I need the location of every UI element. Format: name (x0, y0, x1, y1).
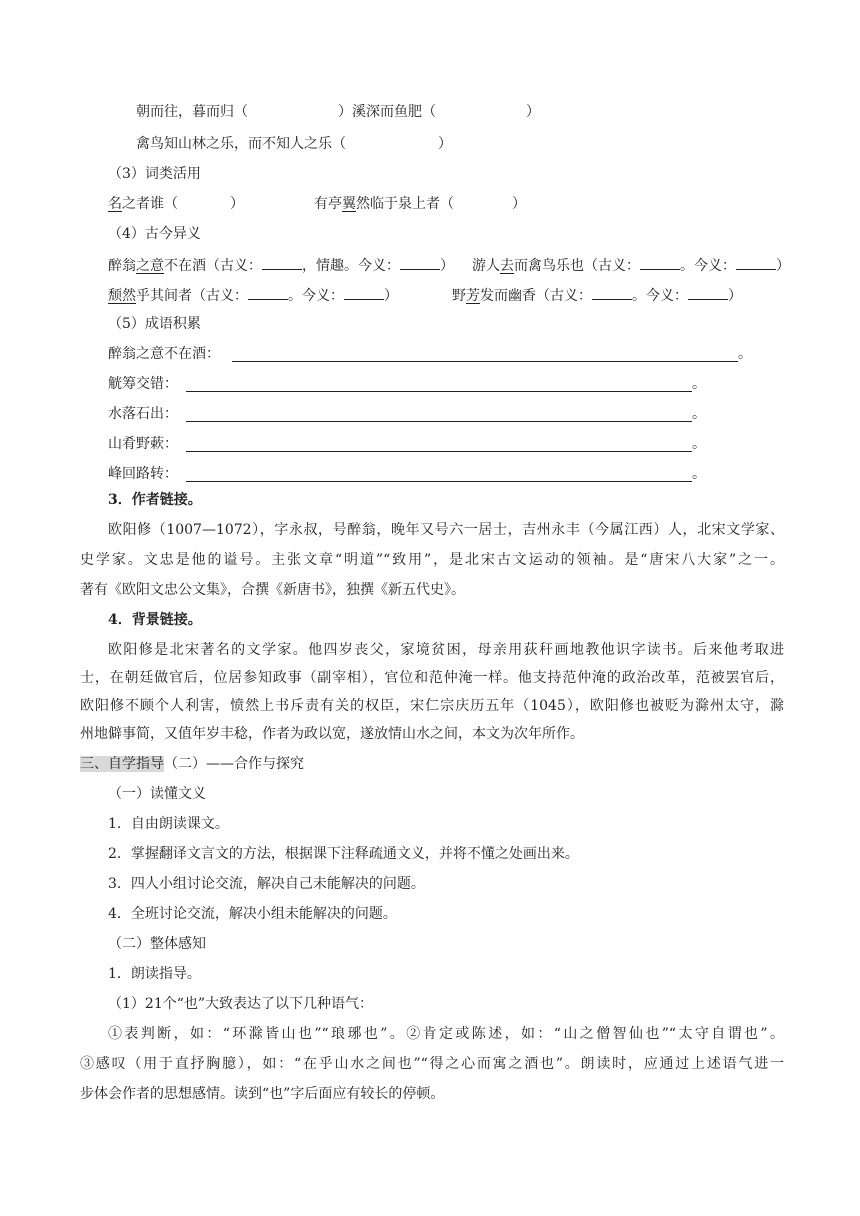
period: 。 (738, 346, 752, 362)
underlined-word: 之意 (136, 258, 164, 274)
underlined-word: 翼 (342, 196, 356, 212)
text: 禽鸟知山林之乐，而不知人之乐（ (136, 136, 346, 152)
idiom-label: 山肴野蔌： (108, 436, 178, 452)
line-tui-ran (108, 284, 398, 306)
text: 。今义： (632, 288, 688, 304)
line-ming-zhi-zhe (108, 194, 244, 214)
text: ）溪深而鱼肥（ (338, 104, 436, 120)
text: 不在酒（古义： (164, 258, 262, 274)
idiom-label: 觥筹交错： (108, 376, 178, 392)
reading-guide: 1．朗读指导。 (108, 966, 201, 982)
period: 。 (692, 406, 706, 422)
idiom-label: 水落石出： (108, 406, 178, 422)
answer-blank[interactable] (592, 284, 632, 300)
section3-title (80, 754, 304, 774)
paragraph-line: ③感叹（用于直抒胸臆），如：“在乎山水之间也”“得之心而寓之酒也”。朗读时，应通过上述语气进一 (80, 1056, 784, 1072)
idiom-answer-line[interactable] (186, 450, 692, 452)
heading-idioms: （5）成语积累 (108, 316, 201, 332)
heading-background: 4．背景链接。 (108, 612, 202, 628)
underlined-word: 去 (500, 258, 514, 274)
paragraph-line: ①表判断，如：“环滁皆山也”“琅琊也”。②肯定或陈述，如：“山之僧智仙也”“太守自谓也”。 (108, 1026, 784, 1042)
period: 。 (692, 376, 706, 392)
point-ye: （1）21个“也”大致表达了以下几种语气： (108, 996, 374, 1012)
subheading-read: （一）读懂文义 (108, 786, 206, 802)
author-paragraph-line: 史学家。文忠是他的谥号。主张文章“明道”“致用”，是北宋古文运动的领袖。是“唐宋八大家”之一。 (80, 552, 784, 568)
heading-ancient-modern: （4）古今异义 (108, 226, 201, 242)
answer-blank[interactable] (640, 254, 680, 270)
text: 游人 (472, 258, 500, 274)
text: 之者谁（ (122, 196, 178, 212)
title-rest: （二）——合作与探究 (164, 756, 304, 772)
answer-blank[interactable] (688, 284, 728, 300)
text: ，情趣。今义： (302, 258, 400, 274)
text: 发而幽香（古义： (480, 288, 592, 304)
highlighted-title: 三、自学指导 (80, 756, 164, 772)
text: 醉翁 (108, 258, 136, 274)
text: ） (440, 258, 454, 274)
idiom-label: 峰回路转： (108, 466, 178, 482)
step-item: 4．全班讨论交流，解决小组未能解决的问题。 (108, 906, 397, 922)
text: 有亭 (314, 196, 342, 212)
author-paragraph-line: 欧阳修（1007—1072），字永叔，号醉翁，晚年又号六一居士，吉州永丰（今属江西）人，北宋文学家、 (108, 522, 784, 538)
answer-blank[interactable] (344, 284, 384, 300)
line-zui-weng (108, 254, 454, 276)
answer-blank[interactable] (248, 284, 288, 300)
text: 然临于泉上者（ (356, 196, 454, 212)
subheading-overall: （二）整体感知 (108, 936, 206, 952)
step-item: 3．四人小组讨论交流，解决自己未能解决的问题。 (108, 876, 425, 892)
line-qin-niao (136, 134, 452, 154)
period: 。 (692, 466, 706, 482)
line-you-ren-qu (472, 254, 790, 276)
text: 而禽鸟乐也（古义： (514, 258, 640, 274)
line-you-ting-yi-ran (314, 194, 526, 214)
text: ） (776, 258, 790, 274)
step-item: 1．自由朗读课文。 (108, 816, 229, 832)
period: 。 (692, 436, 706, 452)
text: ） (512, 196, 526, 212)
background-paragraph-line: 州地僻事简，又值年岁丰稔，作者为政以宽，遂放情山水之间，本文为次年所作。 (80, 726, 584, 742)
idiom-answer-line[interactable] (232, 360, 738, 362)
background-paragraph-line: 欧阳修是北宋著名的文学家。他四岁丧父，家境贫困，母亲用荻秆画地教他识字读书。后来他考取进 (108, 642, 784, 658)
underlined-word: 颓然 (108, 288, 136, 304)
text: 乎其间者（古义： (136, 288, 248, 304)
text: ） (438, 136, 452, 152)
answer-blank[interactable] (262, 254, 302, 270)
heading-author: 3．作者链接。 (108, 492, 202, 508)
idiom-answer-line[interactable] (186, 390, 692, 392)
idiom-answer-line[interactable] (186, 480, 692, 482)
author-paragraph-line: 著有《欧阳文忠公文集》，合撰《新唐书》，独撰《新五代史》。 (80, 582, 465, 598)
answer-blank[interactable] (736, 254, 776, 270)
paragraph-line: 步体会作者的思想感情。读到“也”字后面应有较长的停顿。 (80, 1086, 445, 1102)
line-zhao-er-wang (136, 102, 540, 122)
text: ） (526, 104, 540, 120)
heading-word-class: （3）词类活用 (108, 166, 201, 182)
step-item: 2．掌握翻译文言文的方法，根据课下注释疏通文义，并将不懂之处画出来。 (108, 846, 579, 862)
answer-blank[interactable] (400, 254, 440, 270)
text: 。今义： (680, 258, 736, 274)
idiom-label: 醉翁之意不在酒： (108, 346, 220, 362)
underlined-word: 名 (108, 196, 122, 212)
text: 野 (452, 288, 466, 304)
text: 。今义： (288, 288, 344, 304)
text: ） (384, 288, 398, 304)
line-ye-fang (452, 284, 742, 306)
underlined-word: 芳 (466, 288, 480, 304)
background-paragraph-line: 欧阳修不顾个人利害，愤然上书斥责有关的权臣，宋仁宗庆历五年（1045），欧阳修也被贬为滁州太守，滁 (80, 698, 784, 714)
text: ） (728, 288, 742, 304)
background-paragraph-line: 士，在朝廷做官后，位居参知政事（副宰相），官位和范仲淹一样。他支持范仲淹的政治改革，范被罢官后， (80, 670, 784, 686)
idiom-answer-line[interactable] (186, 420, 692, 422)
text: ） (230, 196, 244, 212)
text: 朝而往，暮而归（ (136, 104, 248, 120)
